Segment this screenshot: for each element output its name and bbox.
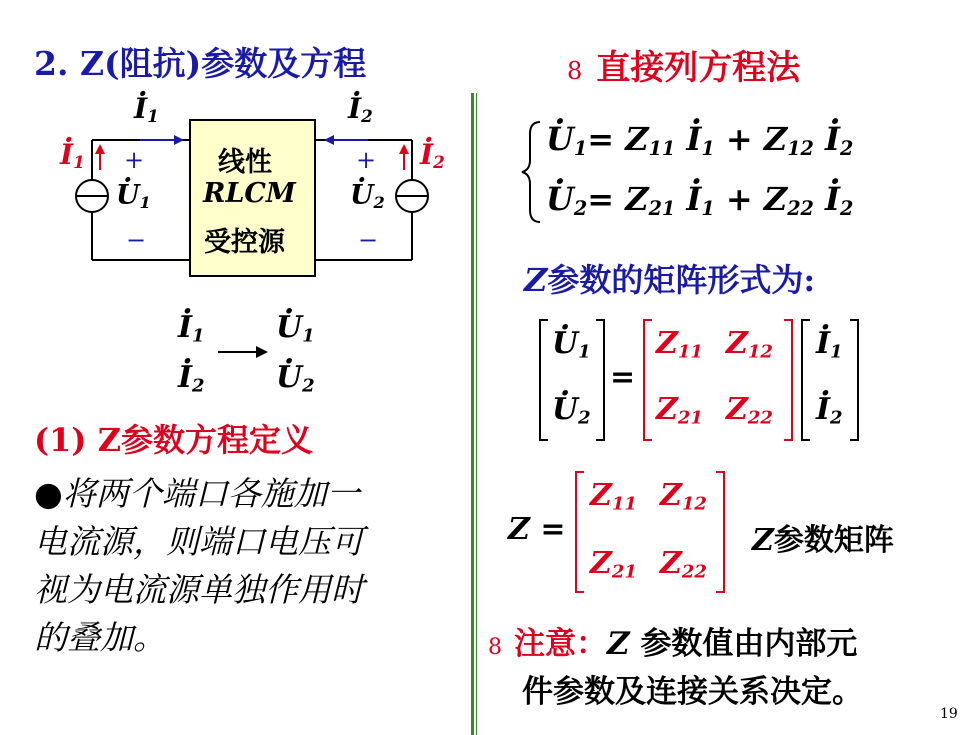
label-u2: · $U_2$ <box>350 180 385 212</box>
z-matrix-label: Z = <box>508 512 566 547</box>
label-i2-top: · $I_2$ <box>348 92 373 126</box>
box-label-1: 线性 <box>218 147 272 178</box>
mat-z11: $Z_{11}$ <box>656 326 703 363</box>
vec-u2: · $U_2$ <box>552 392 591 429</box>
matrix-form-title: Z参数的矩阵形式为: <box>524 261 816 299</box>
note-line-2: 件参数及连接关系决定。 <box>522 674 863 710</box>
bullet-icon: 8 <box>567 57 583 85</box>
mat-z12: $Z_{12}$ <box>726 326 773 363</box>
label-i1-top: · $I_1$ <box>134 92 159 126</box>
method-title: 8 直接列方程法 <box>567 48 801 88</box>
zmat-z11: $Z_{11}$ <box>590 478 637 515</box>
equation-1: · $U_1= Z_{11} \cdot I_1 + Z_{12} \cdot I_2$ <box>546 120 853 160</box>
slide-title: 2. Z(阻抗)参数及方程 <box>34 44 367 83</box>
equation-brace <box>522 122 540 222</box>
page-number: 19 <box>940 706 958 722</box>
minus-1: − <box>126 226 147 254</box>
zmat-z22: $Z_{22}$ <box>660 546 707 583</box>
zmat-z12: $Z_{12}$ <box>660 478 707 515</box>
minus-2: − <box>358 226 379 254</box>
plus-1: + <box>124 146 145 174</box>
mapping-arrow <box>256 346 268 358</box>
label-u1: · $U_1$ <box>116 180 151 212</box>
mat-z21: $Z_{21}$ <box>656 392 703 429</box>
definition-line-2: 电流源，则端口电压可 <box>34 522 364 561</box>
plus-2: + <box>356 146 377 174</box>
definition-line-4: 的叠加。 <box>34 618 166 657</box>
map-u2: · $U_2$ <box>276 360 315 397</box>
bullet-icon-note: 8 <box>488 635 502 660</box>
definition-text <box>34 470 364 662</box>
matrix-equals: = <box>610 360 636 395</box>
box-label-3: 受控源 <box>204 227 285 258</box>
map-u1: · $U_1$ <box>276 310 315 347</box>
label-i2-side: · $I_2$ <box>420 138 445 172</box>
z-matrix-caption: Z参数矩阵 <box>752 523 894 558</box>
speaker-icon: ● <box>34 474 63 513</box>
box-label-2: RLCM <box>203 178 296 209</box>
definition-line-3: 视为电流源单独作用时 <box>34 570 364 609</box>
vec-i1: · $I_1$ <box>816 326 843 363</box>
map-i1: · $I_1$ <box>178 310 205 347</box>
equation-2: · $U_2= Z_{21} \cdot I_1 + Z_{22} \cdot I_2$ <box>546 180 853 220</box>
mat-z22: $Z_{22}$ <box>726 392 773 429</box>
note-line-1: 8 注意：Z 参数值由内部元 <box>488 626 858 662</box>
arrow-i2 <box>324 135 334 145</box>
zmat-z21: $Z_{21}$ <box>590 546 637 583</box>
section1-title: (1) Z参数方程定义 <box>34 421 314 459</box>
label-i1-side: · $I_1$ <box>60 138 85 172</box>
arrow-i1 <box>174 135 184 145</box>
vec-u1: · $U_1$ <box>552 326 591 363</box>
vec-i2: · $I_2$ <box>816 392 843 429</box>
definition-line-1: ●将两个端口各施加一 <box>34 474 360 513</box>
map-i2: · $I_2$ <box>178 360 205 397</box>
